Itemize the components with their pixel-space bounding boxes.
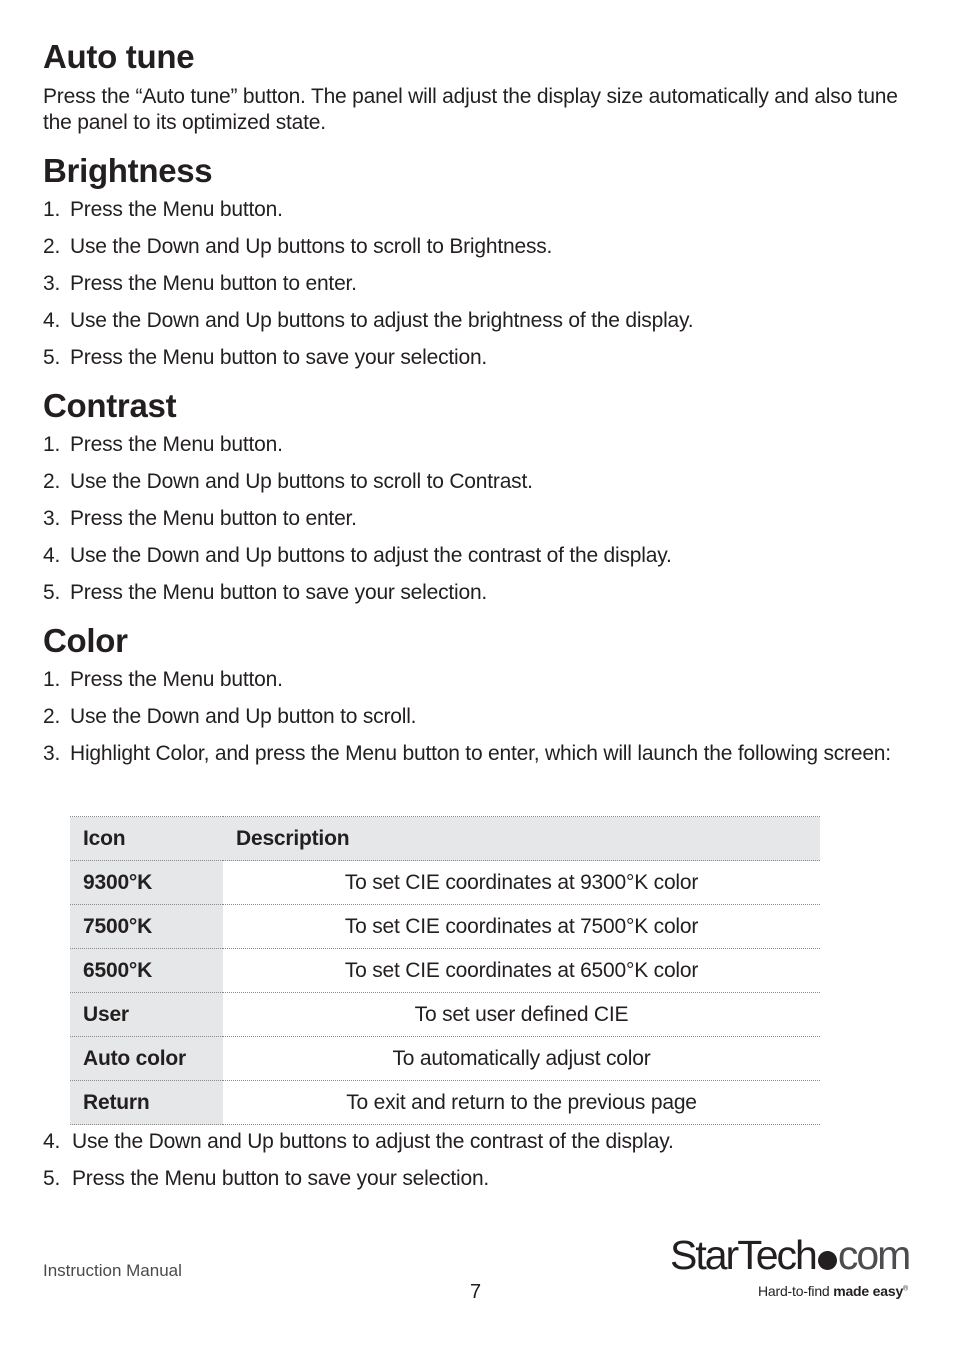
auto-tune-description: Press the “Auto tune” button. The panel will adjust the display size automatically and also tune the panel to its optimized state. — [43, 85, 898, 134]
table-cell-description: To automatically adjust color — [223, 1037, 820, 1081]
logo-brand: StarTech — [670, 1232, 816, 1278]
step-number: 4. — [43, 1130, 61, 1153]
table-cell-description: To set CIE coordinates at 6500°K color — [223, 949, 820, 993]
color-step — [43, 704, 913, 730]
step-number: 5. — [43, 581, 61, 604]
table-cell-description: To set CIE coordinates at 7500°K color — [223, 905, 820, 949]
brightness-heading: Brightness — [43, 152, 213, 189]
color-step — [43, 667, 913, 693]
step-text: Press the Menu button. — [70, 198, 283, 221]
contrast-step — [43, 469, 913, 495]
table-row — [70, 905, 820, 949]
step-text: Press the Menu button to enter. — [70, 272, 357, 295]
step-text: Press the Menu button to enter. — [70, 507, 357, 530]
brightness-step — [43, 197, 913, 223]
contrast-step — [43, 580, 913, 606]
color-step — [43, 1129, 913, 1155]
contrast-step — [43, 543, 913, 569]
table-cell-icon: User — [70, 993, 223, 1037]
color-step — [43, 741, 913, 767]
logo-tagline-bold: made easy — [833, 1283, 904, 1299]
table-row — [70, 993, 820, 1037]
step-text: Use the Down and Up buttons to scroll to Contrast. — [70, 470, 533, 493]
table-row — [70, 861, 820, 905]
step-text: Use the Down and Up buttons to adjust the contrast of the display. — [72, 1130, 674, 1153]
step-number: 5. — [43, 346, 61, 369]
step-number: 2. — [43, 470, 61, 493]
step-number: 3. — [43, 507, 61, 530]
step-text: Press the Menu button to save your selection. — [70, 581, 488, 604]
contrast-heading: Contrast — [43, 387, 177, 424]
table-cell-icon: 9300°K — [70, 861, 223, 905]
step-number: 1. — [43, 433, 61, 456]
table-cell-icon: 7500°K — [70, 905, 223, 949]
step-number: 1. — [43, 198, 61, 221]
table-cell-icon: 6500°K — [70, 949, 223, 993]
brightness-step — [43, 345, 913, 371]
step-number: 2. — [43, 705, 61, 728]
logo-wordmark — [670, 1233, 909, 1277]
step-text: Press the Menu button to save your selection. — [72, 1167, 490, 1190]
color-step — [43, 1166, 913, 1192]
table-header-row — [70, 817, 820, 861]
table-cell-description: To exit and return to the previous page — [223, 1081, 820, 1125]
logo-domain: com — [837, 1232, 910, 1278]
logo-tagline-regular: Hard-to-find — [758, 1283, 834, 1299]
step-number: 4. — [43, 309, 61, 332]
step-number: 2. — [43, 235, 61, 258]
color-heading: Color — [43, 622, 128, 659]
brightness-step — [43, 271, 913, 297]
contrast-step — [43, 432, 913, 458]
step-number: 1. — [43, 668, 61, 691]
footer-manual-label: Instruction Manual — [43, 1261, 182, 1280]
table-row — [70, 1081, 820, 1125]
auto-tune-heading: Auto tune — [43, 38, 195, 75]
step-text: Highlight Color, and press the Menu button to enter, which will launch the following screen: — [70, 742, 891, 765]
description-column-header: Description — [223, 817, 820, 861]
step-text: Press the Menu button to save your selection. — [70, 346, 488, 369]
contrast-step — [43, 506, 913, 532]
brightness-step — [43, 308, 913, 334]
icon-column-header: Icon — [70, 817, 223, 861]
startech-logo — [670, 1233, 910, 1305]
table-row — [70, 949, 820, 993]
step-number: 3. — [43, 742, 61, 765]
table-row — [70, 1037, 820, 1081]
logo-dot-icon — [818, 1251, 837, 1270]
registered-mark: ® — [903, 1285, 908, 1293]
logo-tagline — [758, 1283, 908, 1299]
step-text: Press the Menu button. — [70, 668, 283, 691]
table-cell-icon: Auto color — [70, 1037, 223, 1081]
color-options-table — [70, 816, 820, 1125]
step-number: 4. — [43, 544, 61, 567]
step-number: 3. — [43, 272, 61, 295]
step-text: Use the Down and Up button to scroll. — [70, 705, 417, 728]
step-text: Press the Menu button. — [70, 433, 283, 456]
step-text: Use the Down and Up buttons to scroll to Brightness. — [70, 235, 553, 258]
step-text: Use the Down and Up buttons to adjust the brightness of the display. — [70, 309, 694, 332]
brightness-step — [43, 234, 913, 260]
table-cell-icon: Return — [70, 1081, 223, 1125]
step-text: Use the Down and Up buttons to adjust the contrast of the display. — [70, 544, 672, 567]
table-cell-description: To set CIE coordinates at 9300°K color — [223, 861, 820, 905]
table-cell-description: To set user defined CIE — [223, 993, 820, 1037]
step-number: 5. — [43, 1167, 61, 1190]
page-number: 7 — [470, 1281, 482, 1303]
